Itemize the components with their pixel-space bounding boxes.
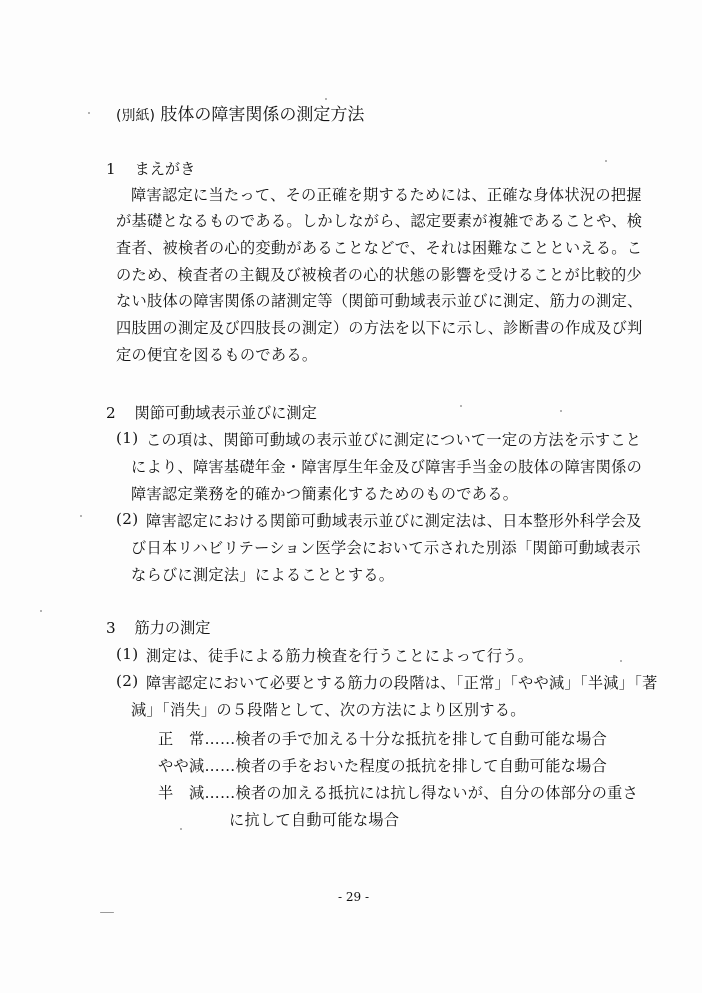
list-item-marker: (1) xyxy=(116,645,139,663)
list-item-marker: (2) xyxy=(116,510,139,528)
list-item-marker: (2) xyxy=(116,672,139,690)
section-2-heading xyxy=(106,402,317,423)
scan-speck xyxy=(180,828,182,830)
section-title: 筋力の測定 xyxy=(134,619,211,637)
page-number: - 29 - xyxy=(338,890,370,904)
section-3-heading xyxy=(106,617,210,638)
scan-speck xyxy=(80,515,82,517)
grade-description: ……検者の手で加える十分な抵抗を排して自動可能な場合 xyxy=(204,730,608,748)
scan-speck xyxy=(88,112,90,114)
grade-slightly-reduced xyxy=(158,755,607,776)
scan-speck xyxy=(560,410,562,412)
grade-description: ……検者の手をおいた程度の抵抗を排して自動可能な場合 xyxy=(204,757,608,775)
list-item-line: ならびに測定法」によることとする。 xyxy=(131,566,395,584)
scan-speck xyxy=(460,405,462,407)
section-number: 2 xyxy=(106,404,116,422)
list-item-marker: (1) xyxy=(116,429,139,447)
paragraph-line: 障害認定に当たって、その正確を期するためには、正確な身体状況の把握 xyxy=(131,186,642,204)
list-item-line: 減」「消失」の５段階として、次の方法により区別する。 xyxy=(131,701,526,719)
grade-half-reduced xyxy=(158,782,638,803)
title-prefix: (別紙) xyxy=(116,108,155,124)
section-1-heading xyxy=(106,158,195,179)
grade-normal xyxy=(158,728,607,749)
scan-speck xyxy=(605,160,607,162)
list-item-line: により、障害基礎年金・障害厚生年金及び障害手当金の肢体の障害関係の xyxy=(131,458,643,476)
section-number: 3 xyxy=(106,619,116,637)
list-item-line: 障害認定における関節可動域表示並びに測定法は、日本整形外科学会及 xyxy=(146,512,642,530)
paragraph-line: ない肢体の障害関係の諸測定等（関節可動域表示並びに測定、筋力の測定、 xyxy=(116,292,643,310)
grade-term: 半 減 xyxy=(158,784,205,802)
paragraph-line: 査者、被検者の心的変動があることなどで、それは困難なことといえる。こ xyxy=(116,239,643,257)
paragraph-line: のため、検査者の主観及び被検者の心的状態の影響を受けることが比較的少 xyxy=(116,266,642,284)
scan-speck xyxy=(620,660,622,662)
paragraph-line: が基礎となるものである。しかしながら、認定要素が複雑であることや、検 xyxy=(116,212,643,230)
scan-speck xyxy=(325,98,327,100)
list-item-line: この項は、関節可動域の表示並びに測定について一定の方法を示すこと xyxy=(146,431,642,449)
list-item-line: び日本リハビリテーション医学会において示された別添「関節可動域表示 xyxy=(131,539,641,557)
grade-term: やや減 xyxy=(158,757,205,775)
section-title: まえがき xyxy=(134,160,196,178)
document-title xyxy=(116,100,364,125)
section-number: 1 xyxy=(106,160,116,178)
title-text: 肢体の障害関係の測定方法 xyxy=(160,105,365,125)
grade-term: 正 常 xyxy=(158,730,205,748)
section-title: 関節可動域表示並びに測定 xyxy=(134,404,317,422)
scan-speck xyxy=(100,912,114,913)
scan-speck xyxy=(40,610,42,612)
paragraph-line: 四肢囲の測定及び四肢長の測定）の方法を以下に示し、診断書の作成及び判 xyxy=(116,319,643,337)
list-item-line: 測定は、徒手による筋力検査を行うことによって行う。 xyxy=(146,647,534,665)
list-item-line: 障害認定業務を的確かつ簡素化するためのものである。 xyxy=(131,485,519,503)
list-item-line: 障害認定において必要とする筋力の段階は、「正常」「やや減」「半減」「著 xyxy=(146,674,658,692)
grade-continuation: に抗して自動可能な場合 xyxy=(229,811,400,829)
paragraph-line: 定の便宜を図るものである。 xyxy=(116,346,318,364)
grade-description: ……検者の加える抵抗には抗し得ないが、自分の体部分の重さ xyxy=(204,784,639,802)
